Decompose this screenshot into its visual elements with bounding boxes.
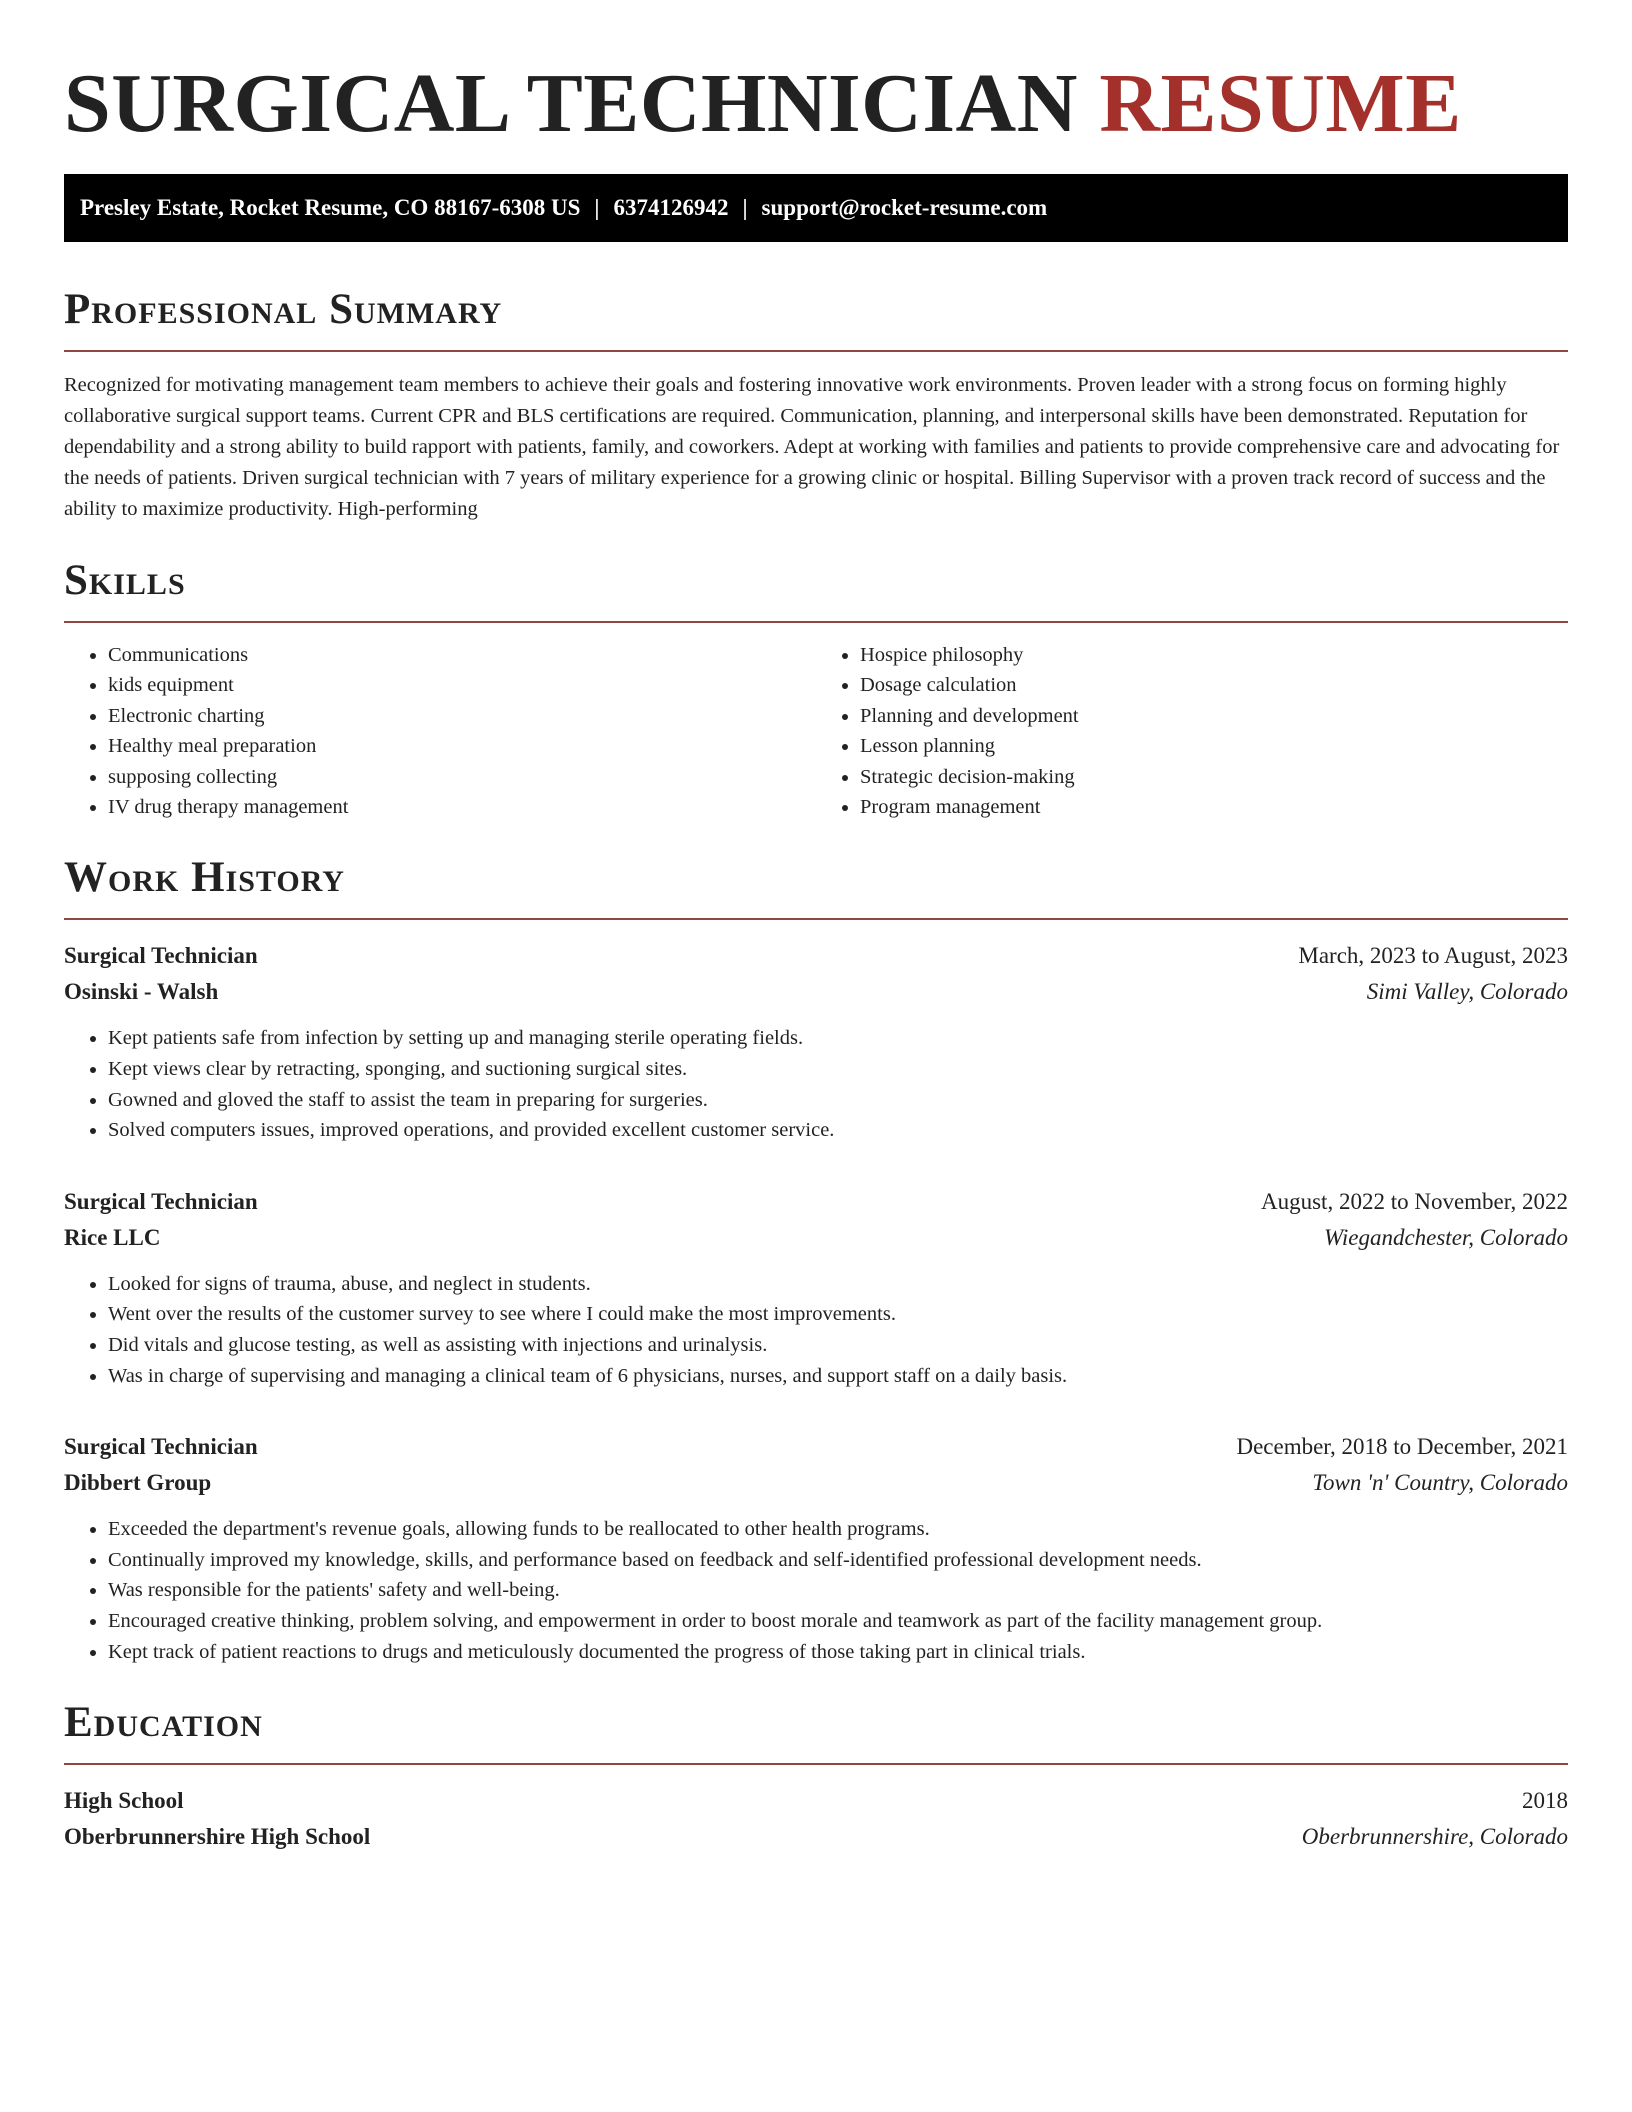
job-bullets xyxy=(64,1514,1568,1667)
job-bullet: • Was responsible for the patients' safety and well-being. xyxy=(108,1575,1568,1606)
skill-item: • Hospice philosophy xyxy=(860,640,1568,670)
skill-item: • Dosage calculation xyxy=(860,670,1568,700)
title-accent: RESUME xyxy=(1099,57,1462,150)
job-dates: March, 2023 to August, 2023 xyxy=(1298,943,1568,969)
job-bullet: • Continually improved my knowledge, skills, and performance based on feedback and self-identified professional development needs. xyxy=(108,1545,1568,1576)
contact-separator: | xyxy=(594,195,600,220)
contact-bar xyxy=(64,174,1568,242)
skills-list-left xyxy=(64,640,816,822)
job-bullets xyxy=(64,1023,1568,1145)
job-company: Rice LLC xyxy=(64,1224,161,1250)
education-section xyxy=(64,1697,1568,1855)
job-entry xyxy=(64,1184,1568,1391)
title-main: SURGICAL TECHNICIAN xyxy=(64,57,1078,150)
job-bullet: • Kept track of patient reactions to drugs and meticulously documented the progress of those taking part in clinical trials. xyxy=(108,1637,1568,1668)
education-school: Oberbrunnershire High School xyxy=(64,1824,371,1850)
contact-email: support@rocket-resume.com xyxy=(761,195,1048,220)
contact-separator: | xyxy=(742,195,748,220)
skill-item: • Electronic charting xyxy=(108,701,816,731)
education-location: Oberbrunnershire, Colorado xyxy=(1301,1824,1568,1850)
job-entry xyxy=(64,1429,1568,1667)
skill-item: • IV drug therapy management xyxy=(108,792,816,822)
section-divider xyxy=(64,621,1568,623)
skill-item: • Communications xyxy=(108,640,816,670)
skill-item: • kids equipment xyxy=(108,670,816,700)
job-bullet: • Went over the results of the customer survey to see where I could make the most improvements. xyxy=(108,1299,1568,1330)
education-entry xyxy=(64,1783,1568,1855)
contact-address: Presley Estate, Rocket Resume, CO 88167-6308 US xyxy=(80,195,581,220)
section-divider xyxy=(64,1763,1568,1765)
work-history-section xyxy=(64,852,1568,1667)
job-bullet: • Was in charge of supervising and managing a clinical team of 6 physicians, nurses, and support staff on a daily basis. xyxy=(108,1361,1568,1392)
job-bullet: • Exceeded the department's revenue goals, allowing funds to be reallocated to other health programs. xyxy=(108,1514,1568,1545)
job-company: Dibbert Group xyxy=(64,1470,212,1496)
job-company: Osinski - Walsh xyxy=(64,979,219,1005)
section-heading: Professional Summary xyxy=(64,286,503,333)
job-bullet: • Kept patients safe from infection by setting up and managing sterile operating fields. xyxy=(108,1023,1568,1054)
job-bullet: • Did vitals and glucose testing, as well as assisting with injections and urinalysis. xyxy=(108,1330,1568,1361)
skills-section xyxy=(64,555,1568,822)
job-title: Surgical Technician xyxy=(64,1434,258,1460)
skills-list-right xyxy=(816,640,1568,822)
job-bullet: • Encouraged creative thinking, problem solving, and empowerment in order to boost morale and teamwork as part of the facility management group. xyxy=(108,1606,1568,1637)
section-heading: Work History xyxy=(64,854,345,902)
job-bullet: • Kept views clear by retracting, sponging, and suctioning surgical sites. xyxy=(108,1054,1568,1085)
skills-grid xyxy=(64,640,1568,822)
job-location: Simi Valley, Colorado xyxy=(1366,979,1568,1005)
job-bullet: • Looked for signs of trauma, abuse, and neglect in students. xyxy=(108,1269,1568,1300)
skill-item: • Healthy meal preparation xyxy=(108,731,816,761)
job-title: Surgical Technician xyxy=(64,1188,258,1214)
job-location: Town 'n' Country, Colorado xyxy=(1312,1470,1568,1496)
job-dates: August, 2022 to November, 2022 xyxy=(1261,1188,1568,1214)
skill-item: • Strategic decision-making xyxy=(860,762,1568,792)
job-bullet: • Gowned and gloved the staff to assist the team in preparing for surgeries. xyxy=(108,1085,1568,1116)
job-bullets xyxy=(64,1269,1568,1391)
section-divider xyxy=(64,918,1568,920)
summary-section xyxy=(64,284,1568,525)
job-entry xyxy=(64,938,1568,1145)
education-year: 2018 xyxy=(1522,1788,1568,1814)
resume-title xyxy=(64,56,1568,152)
section-heading: Education xyxy=(64,1699,263,1747)
skill-item: • Lesson planning xyxy=(860,731,1568,761)
job-bullet: • Solved computers issues, improved operations, and provided excellent customer service. xyxy=(108,1115,1568,1146)
skill-item: • Planning and development xyxy=(860,701,1568,731)
job-location: Wiegandchester, Colorado xyxy=(1323,1224,1568,1250)
education-degree: High School xyxy=(64,1788,184,1814)
contact-phone: 6374126942 xyxy=(613,195,729,220)
summary-text: Recognized for motivating management team members to achieve their goals and fostering innovative work environments. Proven leader with a strong focus on forming highly collaborative surgical support teams. Current CPR and BLS certifications are required. Communication, planning, and interpersonal skills have been demonstrated. Reputation for dependability and a strong ability to build rapport with patients, family, and coworkers. Adept at working with families and patients to provide comprehensive care and advocating for the needs of patients. Driven surgical technician with 7 years of military experience for a growing clinic or hospital. Billing Supervisor with a proven track record of success and the ability to maximize productivity. High-performing xyxy=(64,374,1560,520)
skill-item: • supposing collecting xyxy=(108,762,816,792)
skill-item: • Program management xyxy=(860,792,1568,822)
section-divider xyxy=(64,350,1568,352)
section-heading: Skills xyxy=(64,557,186,604)
job-title: Surgical Technician xyxy=(64,943,258,969)
job-dates: December, 2018 to December, 2021 xyxy=(1236,1434,1568,1460)
